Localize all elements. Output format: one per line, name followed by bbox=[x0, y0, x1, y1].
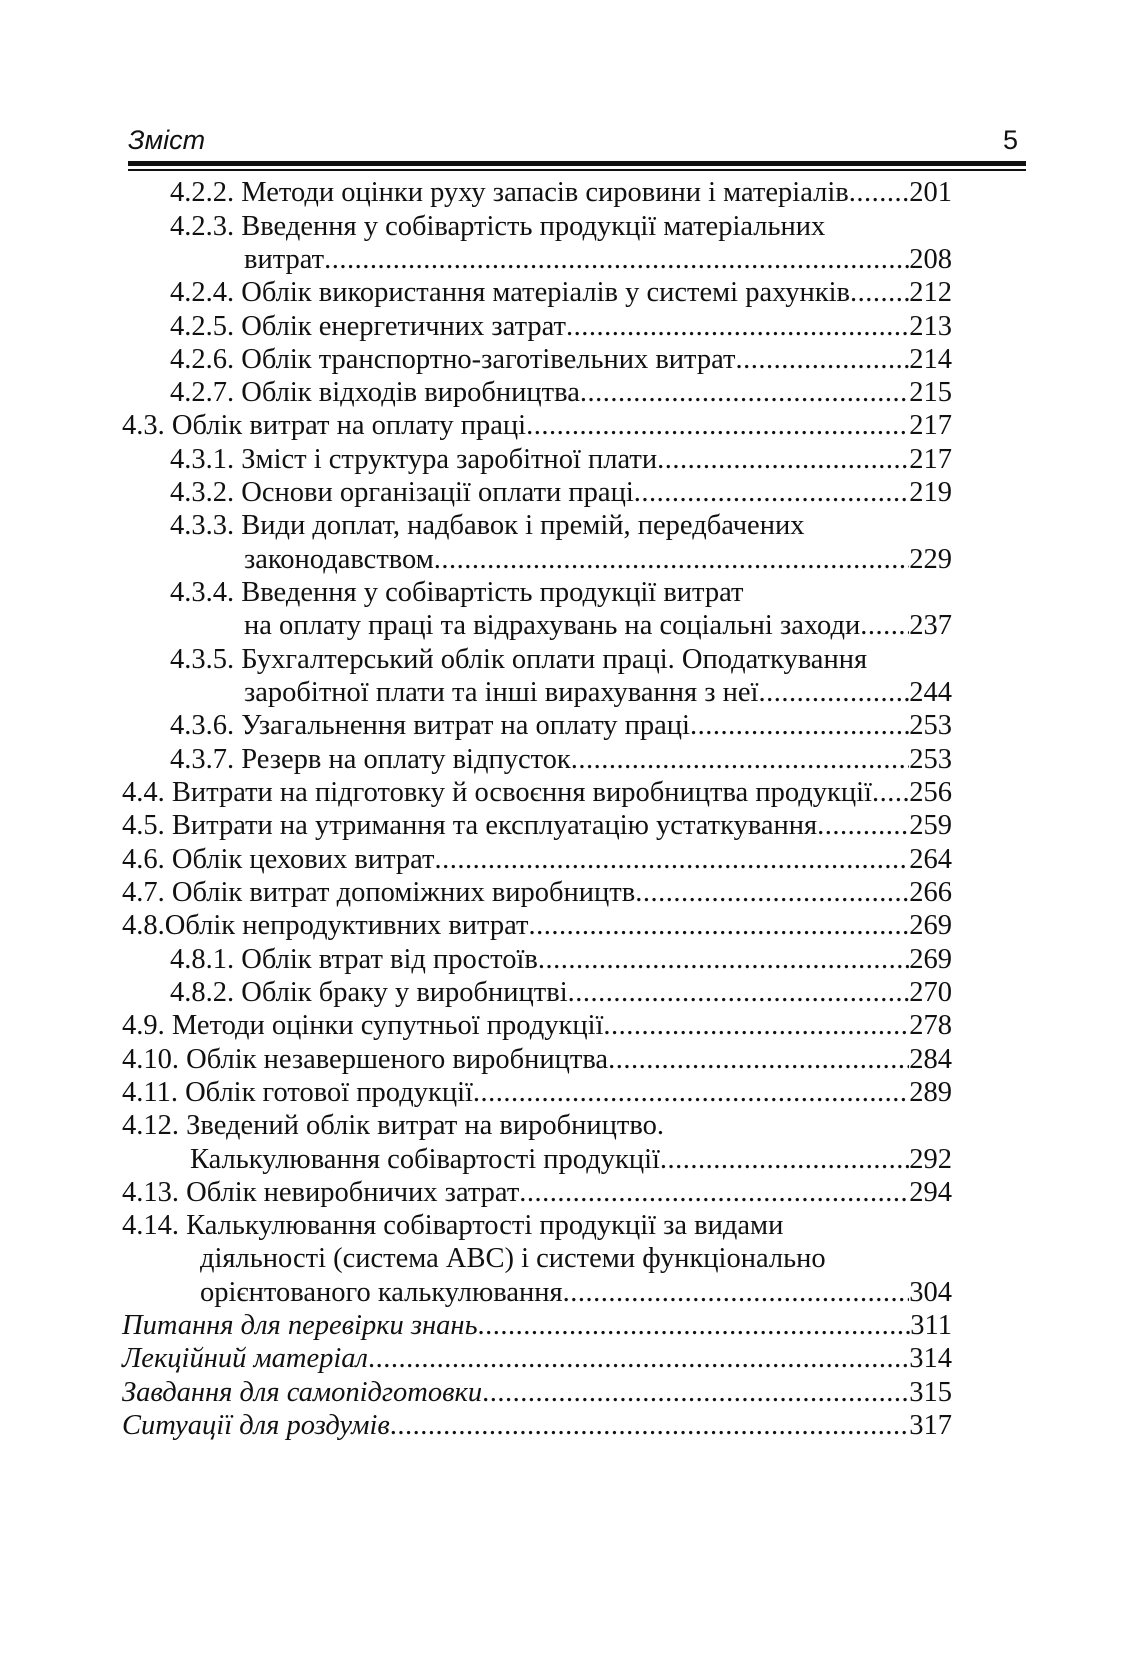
toc-entry-title: 4.3.4. Введення у собівартість продукції витрат bbox=[170, 577, 744, 608]
toc-entry bbox=[170, 979, 952, 1008]
toc-entry bbox=[122, 1179, 952, 1208]
toc-entry-title: 4.2.7. Облік відходів виробництва bbox=[170, 377, 580, 408]
toc-entry bbox=[170, 946, 952, 975]
toc-entry-page: 244 bbox=[909, 677, 952, 708]
toc-leader bbox=[657, 446, 909, 475]
toc-leader bbox=[571, 746, 909, 775]
toc-entry bbox=[170, 446, 952, 475]
toc-entry bbox=[170, 512, 952, 541]
toc-entry bbox=[122, 1079, 952, 1108]
toc-leader bbox=[528, 912, 909, 941]
toc-entry-page: 284 bbox=[909, 1044, 952, 1075]
toc-entry bbox=[122, 779, 952, 808]
toc-leader bbox=[434, 546, 909, 575]
toc-entry-title: 4.2.2. Методи оцінки руху запасів сировини і матеріалів bbox=[170, 177, 849, 208]
toc-entry bbox=[200, 1279, 952, 1308]
toc-entry-title: Ситуації для роздумів bbox=[122, 1410, 390, 1441]
toc-entry-title: 4.2.5. Облік енергетичних затрат bbox=[170, 311, 567, 342]
toc-entry bbox=[122, 912, 952, 941]
toc-entry-title: 4.8.2. Облік браку у виробництві bbox=[170, 977, 568, 1008]
toc-entry-title: 4.11. Облік готової продукції bbox=[122, 1077, 473, 1108]
toc-leader bbox=[566, 313, 909, 342]
toc-entry-page: 314 bbox=[909, 1343, 952, 1374]
toc-entry-page: 212 bbox=[909, 277, 952, 308]
toc-entry bbox=[244, 612, 952, 641]
toc-leader bbox=[538, 946, 909, 975]
toc-entry bbox=[170, 313, 952, 342]
toc-entry-title: 4.2.6. Облік транспортно-заготівельних витрат bbox=[170, 344, 736, 375]
toc-entry-page: 229 bbox=[909, 544, 952, 575]
toc-entry-title: 4.4. Витрати на підготовку й освоєння виробництва продукції bbox=[122, 777, 872, 808]
toc-entry-page: 201 bbox=[909, 177, 952, 208]
toc-entry-page: 289 bbox=[909, 1077, 952, 1108]
toc-entry-title: 4.2.4. Облік використання матеріалів у системі рахунків bbox=[170, 277, 850, 308]
toc-entry bbox=[122, 879, 952, 908]
toc-leader bbox=[526, 412, 909, 441]
toc-entry-title: законодавством bbox=[244, 544, 434, 575]
toc-entry-page: 214 bbox=[909, 344, 952, 375]
toc-entry bbox=[244, 679, 952, 708]
toc-entry-page: 264 bbox=[909, 844, 952, 875]
toc-leader bbox=[850, 279, 909, 308]
toc-leader bbox=[435, 846, 910, 875]
toc-entry-page: 292 bbox=[909, 1144, 952, 1175]
toc-entry-title: витрат bbox=[244, 244, 325, 275]
toc-entry-page: 256 bbox=[909, 777, 952, 808]
toc-entry-page: 315 bbox=[909, 1377, 952, 1408]
toc-entry bbox=[190, 1146, 952, 1175]
toc-entry bbox=[122, 1412, 952, 1441]
toc-leader bbox=[580, 379, 909, 408]
toc-entry-title: 4.6. Облік цехових витрат bbox=[122, 844, 435, 875]
toc-leader bbox=[482, 1379, 909, 1408]
toc-entry-page: 269 bbox=[909, 944, 952, 975]
toc-entry-title: 4.3.5. Бухгалтерський облік оплати праці. Оподаткування bbox=[170, 644, 868, 675]
toc-entry-page: 266 bbox=[909, 877, 952, 908]
toc-entry-title: на оплату праці та відрахувань на соціальні заходи bbox=[244, 610, 861, 641]
toc-entry-title: Лекційний матеріал bbox=[122, 1343, 368, 1374]
toc-entry bbox=[122, 1345, 952, 1374]
toc-entry bbox=[170, 579, 952, 608]
toc-entry bbox=[122, 846, 952, 875]
toc-leader bbox=[634, 479, 910, 508]
toc-entry-title: 4.3.6. Узагальнення витрат на оплату праці bbox=[170, 710, 690, 741]
toc-entry-page: 217 bbox=[909, 444, 952, 475]
toc-entry-title: 4.9. Методи оцінки супутньої продукції bbox=[122, 1010, 604, 1041]
toc-entry-page: 213 bbox=[909, 311, 952, 342]
toc-entry-page: 269 bbox=[909, 910, 952, 941]
toc-entry-page: 253 bbox=[909, 710, 952, 741]
toc-entry-page: 215 bbox=[909, 377, 952, 408]
toc-leader bbox=[568, 979, 910, 1008]
toc-entry-title: 4.8.1. Облік втрат від простоїв bbox=[170, 944, 538, 975]
toc-leader bbox=[603, 1012, 909, 1041]
toc-leader bbox=[758, 679, 909, 708]
toc-entry bbox=[170, 179, 952, 208]
toc-entry-title: 4.3. Облік витрат на оплату праці bbox=[122, 410, 527, 441]
toc-entry-title: заробітної плати та інші вирахування з неї bbox=[244, 677, 759, 708]
toc-entry bbox=[122, 1312, 952, 1341]
toc-entry-title: Калькулювання собівартості продукції bbox=[190, 1144, 660, 1175]
toc-entry bbox=[244, 546, 952, 575]
toc-entry bbox=[122, 1046, 952, 1075]
toc-entry bbox=[244, 246, 952, 275]
toc-entry-title: 4.10. Облік незавершеного виробництва bbox=[122, 1044, 609, 1075]
toc-entry bbox=[122, 412, 952, 441]
toc-entry-page: 237 bbox=[909, 610, 952, 641]
toc-entry-page: 304 bbox=[909, 1277, 952, 1308]
toc-leader bbox=[519, 1179, 909, 1208]
toc-entry-title: Завдання для самопідготовки bbox=[122, 1377, 483, 1408]
toc-leader bbox=[660, 1146, 909, 1175]
toc-entry-page: 219 bbox=[909, 477, 952, 508]
toc-entry-page: 217 bbox=[909, 410, 952, 441]
toc-leader bbox=[635, 879, 909, 908]
toc-entry-title: 4.3.1. Зміст і структура заробітної плати bbox=[170, 444, 658, 475]
toc-entry-page: 270 bbox=[909, 977, 952, 1008]
toc-entry-title: 4.12. Зведений облік витрат на виробництво. bbox=[122, 1110, 664, 1141]
toc-entry-title: 4.3.2. Основи організації оплати праці bbox=[170, 477, 634, 508]
toc-entry bbox=[170, 712, 952, 741]
toc-entry bbox=[170, 213, 952, 242]
toc-leader bbox=[849, 179, 910, 208]
toc-entry-title: 4.8.Облік непродуктивних витрат bbox=[122, 910, 529, 941]
toc-entry-page: 208 bbox=[909, 244, 952, 275]
toc-entry bbox=[122, 1379, 952, 1408]
toc-entry bbox=[170, 646, 952, 675]
toc-entry-title: 4.13. Облік невиробничих затрат bbox=[122, 1177, 520, 1208]
toc-entry bbox=[170, 379, 952, 408]
toc-entry-page: 253 bbox=[909, 744, 952, 775]
toc-entry-title: 4.3.3. Види доплат, надбавок і премій, передбачених bbox=[170, 510, 805, 541]
toc-leader bbox=[473, 1079, 909, 1108]
toc-entry-title: Питання для перевірки знань bbox=[122, 1310, 478, 1341]
toc-leader bbox=[478, 1312, 911, 1341]
toc-entry-page: 259 bbox=[909, 810, 952, 841]
header-page-number: 5 bbox=[1002, 125, 1018, 155]
toc-leader bbox=[690, 712, 909, 741]
toc-leader bbox=[324, 246, 909, 275]
toc-leader bbox=[563, 1279, 910, 1308]
toc-leader bbox=[368, 1345, 909, 1374]
toc-entry-title: орієнтованого калькулювання bbox=[200, 1277, 563, 1308]
toc-entry-page: 278 bbox=[909, 1010, 952, 1041]
toc-entry bbox=[122, 1212, 952, 1241]
toc-entry bbox=[122, 812, 952, 841]
toc-leader bbox=[390, 1412, 909, 1441]
toc-leader bbox=[735, 346, 909, 375]
toc-leader bbox=[608, 1046, 909, 1075]
toc-entry bbox=[122, 1012, 952, 1041]
toc-entry-page: 311 bbox=[910, 1310, 952, 1341]
header-title: Зміст bbox=[128, 125, 206, 155]
toc-entry-title: 4.3.7. Резерв на оплату відпусток bbox=[170, 744, 571, 775]
toc-entry bbox=[170, 746, 952, 775]
toc-entry bbox=[170, 479, 952, 508]
toc-entry-title: діяльності (система АВС) і системи функціонально bbox=[200, 1243, 826, 1274]
toc-entry-page: 294 bbox=[909, 1177, 952, 1208]
toc-entry bbox=[170, 346, 952, 375]
toc-entry-title: 4.14. Калькулювання собівартості продукції за видами bbox=[122, 1210, 784, 1241]
toc-entry-page: 317 bbox=[909, 1410, 952, 1441]
toc-entry-title: 4.7. Облік витрат допоміжних виробництв bbox=[122, 877, 636, 908]
toc-leader bbox=[817, 812, 909, 841]
toc-entry bbox=[200, 1245, 952, 1274]
toc-leader bbox=[860, 612, 909, 641]
toc-entry bbox=[170, 279, 952, 308]
toc-entry bbox=[122, 1112, 952, 1141]
toc-entry-title: 4.2.3. Введення у собівартість продукції матеріальних bbox=[170, 211, 826, 242]
toc-entry-title: 4.5. Витрати на утримання та експлуатацію устаткування bbox=[122, 810, 818, 841]
toc-leader bbox=[872, 779, 909, 808]
